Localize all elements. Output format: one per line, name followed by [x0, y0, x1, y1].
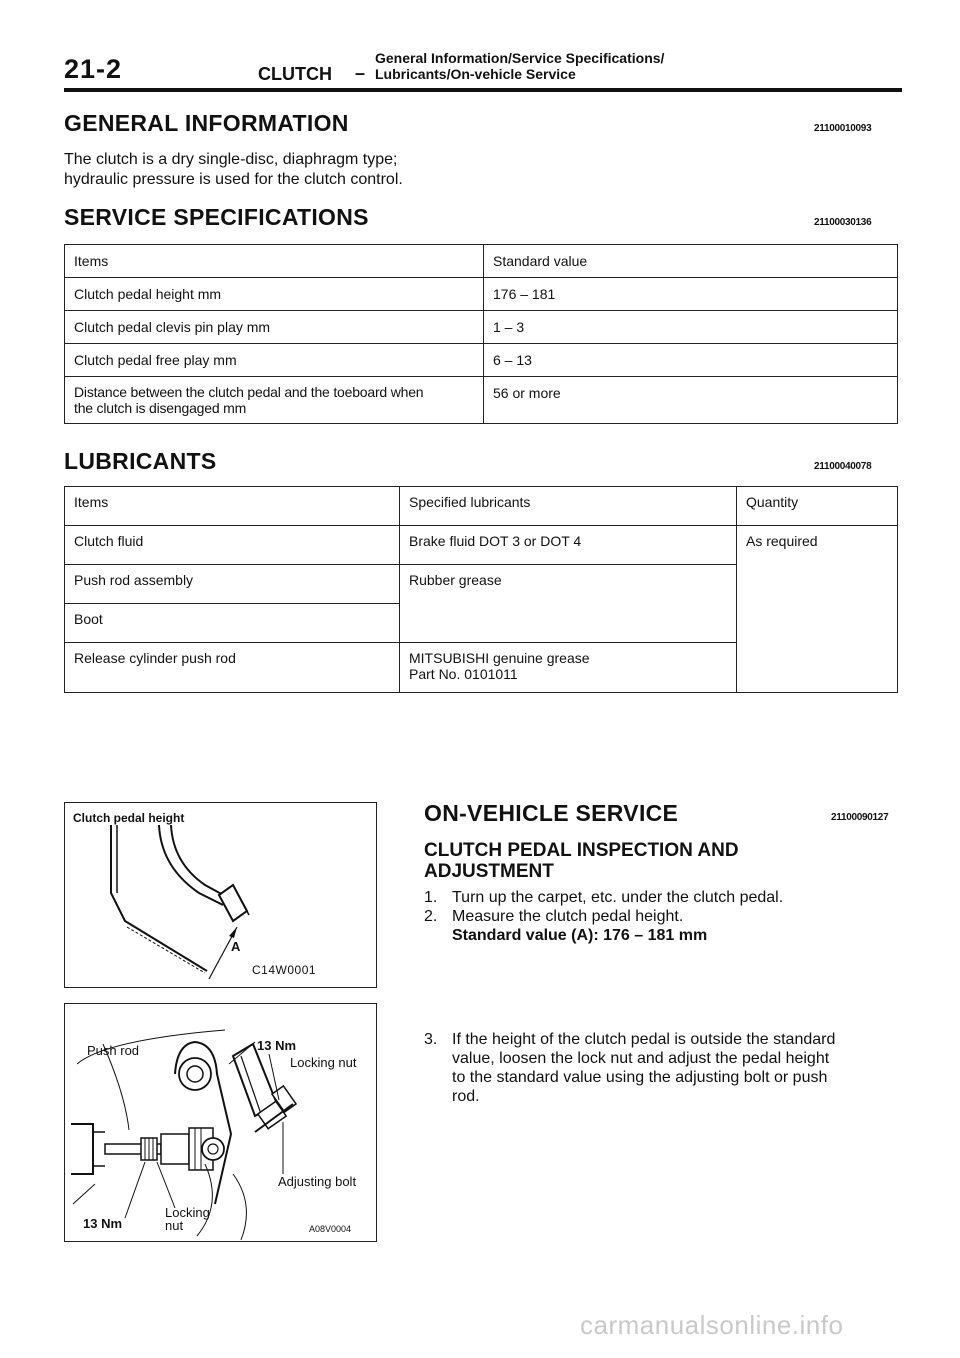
standard-value: Standard value (A): 176 – 181 mm	[452, 927, 708, 944]
table-cell: Clutch pedal clevis pin play mm	[65, 311, 484, 344]
step-text: Turn up the carpet, etc. under the clutch pedal.	[452, 889, 784, 906]
label-locking-nut-bottom-line2: nut	[165, 1218, 184, 1233]
pedal-adjustment-diagram	[65, 1004, 376, 1241]
figure-clutch-pedal-height	[64, 802, 377, 988]
table-cell: Push rod assembly	[65, 565, 400, 604]
table-cell	[65, 377, 484, 424]
on-vehicle-service-code: 21100090127	[831, 812, 889, 823]
table-row	[65, 278, 898, 311]
table-row	[65, 311, 898, 344]
step-number: 2.	[424, 908, 438, 925]
general-information-line1: The clutch is a dry single-disc, diaphragm type;	[64, 151, 398, 168]
table-cell: Clutch fluid	[65, 526, 400, 565]
table-cell: Clutch pedal height mm	[65, 278, 484, 311]
header-rule	[64, 88, 902, 92]
table-cell: 56 or more	[484, 377, 898, 424]
step-number: 1.	[424, 889, 438, 906]
service-specifications-table	[64, 244, 898, 424]
service-specifications-heading: SERVICE SPECIFICATIONS	[64, 204, 369, 230]
table-header-row	[65, 245, 898, 278]
lubricants-table	[64, 486, 898, 693]
figure-code: C14W0001	[252, 963, 317, 977]
label-push-rod: Push rod	[87, 1043, 140, 1058]
figure-pedal-adjustment	[64, 1003, 377, 1242]
table-cell: 6 – 13	[484, 344, 898, 377]
table-row	[65, 344, 898, 377]
figure-title: Clutch pedal height	[73, 811, 185, 825]
table-cell: Boot	[65, 604, 400, 643]
step-text: Measure the clutch pedal height.	[452, 908, 684, 925]
steps-1-2	[424, 888, 900, 958]
table-cell-line2: Part No. 0101011	[409, 666, 518, 682]
table-cell-line1: Distance between the clutch pedal and the toeboard when	[74, 384, 424, 400]
table-header-row	[65, 487, 898, 526]
step-text-line: to the standard value using the adjusting bolt or push	[452, 1069, 828, 1086]
label-torque-top: 13 Nm	[257, 1038, 297, 1053]
step-text-line: If the height of the clutch pedal is outside the standard	[452, 1031, 836, 1048]
step-text-line: rod.	[452, 1088, 480, 1105]
figure-code: A08V0004	[309, 1224, 352, 1234]
lubricants-heading: LUBRICANTS	[64, 448, 217, 474]
header-subtitle-line1: General Information/Service Specifications/	[375, 50, 665, 66]
table-cell: Brake fluid DOT 3 or DOT 4	[400, 526, 737, 565]
on-vehicle-service-heading: ON-VEHICLE SERVICE	[424, 800, 679, 826]
table-cell: Release cylinder push rod	[65, 643, 400, 693]
table-header-cell: Items	[65, 245, 484, 278]
table-header-cell: Standard value	[484, 245, 898, 278]
table-cell: 1 – 3	[484, 311, 898, 344]
step-3	[424, 1030, 900, 1110]
dimension-label-a: A	[231, 939, 241, 954]
service-specifications-code: 21100030136	[814, 217, 872, 228]
watermark: carmanualsonline.info	[580, 1310, 844, 1340]
table-cell: 176 – 181	[484, 278, 898, 311]
table-header-cell: Specified lubricants	[400, 487, 737, 526]
clutch-pedal-diagram	[65, 803, 376, 987]
page-number: 21-2	[64, 54, 123, 84]
general-information-code: 21100010093	[814, 123, 872, 134]
header-subtitle-line2: Lubricants/On-vehicle Service	[375, 66, 576, 82]
general-information-heading: GENERAL INFORMATION	[64, 110, 349, 136]
lubricants-code: 21100040078	[814, 461, 872, 472]
table-cell-line1: MITSUBISHI genuine grease	[409, 650, 590, 666]
table-cell	[400, 643, 737, 693]
table-cell: Clutch pedal free play mm	[65, 344, 484, 377]
general-information-line2: hydraulic pressure is used for the clutch control.	[64, 171, 403, 188]
table-cell-line2: the clutch is disengaged mm	[74, 400, 247, 416]
clutch-pedal-subtitle-line2: ADJUSTMENT	[424, 861, 554, 882]
table-header-cell: Items	[65, 487, 400, 526]
step-number: 3.	[424, 1031, 438, 1048]
label-adjusting-bolt: Adjusting bolt	[278, 1174, 357, 1189]
chapter-title: CLUTCH	[258, 64, 332, 84]
table-cell-quantity: As required	[737, 526, 898, 693]
header-dash: –	[355, 63, 366, 83]
clutch-pedal-subtitle-line1: CLUTCH PEDAL INSPECTION AND	[424, 840, 739, 861]
table-row	[65, 377, 898, 424]
table-header-cell: Quantity	[737, 487, 898, 526]
label-torque-bottom: 13 Nm	[83, 1216, 123, 1231]
step-text-line: value, loosen the lock nut and adjust the pedal height	[452, 1050, 830, 1067]
table-cell: Rubber grease	[400, 565, 737, 643]
table-row	[65, 526, 898, 565]
label-locking-nut-top: Locking nut	[290, 1055, 357, 1070]
label-locking-nut-bottom-line1: Locking	[165, 1205, 210, 1220]
